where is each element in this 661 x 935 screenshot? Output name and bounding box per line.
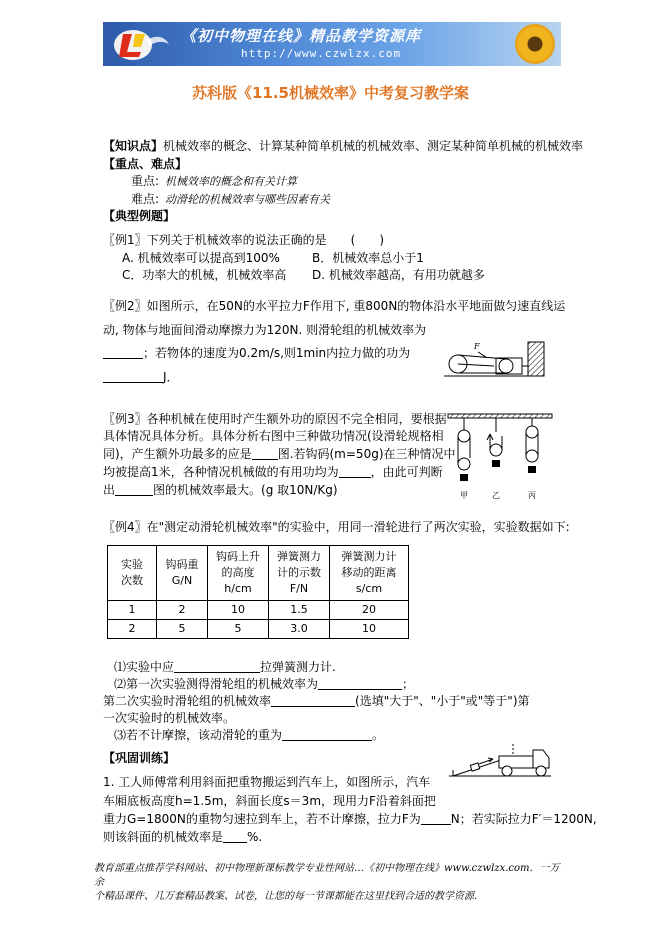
ex3-line-4-b: ，由此可判断 bbox=[370, 465, 443, 479]
ex3-line-3-b: 图.若钩码(m=50g)在三种情况中 bbox=[277, 447, 456, 461]
table-row bbox=[108, 620, 409, 639]
practice-line-3-b: N；若实际拉力F′＝1200N, bbox=[450, 812, 597, 826]
banner-url-link[interactable]: http://www.czwlzx.com bbox=[241, 47, 402, 60]
knowledge-line bbox=[103, 137, 583, 154]
table-cell: 3.0 bbox=[269, 620, 330, 639]
zhong-text: 机械效率的概念和有关计算 bbox=[165, 175, 298, 188]
table-row bbox=[108, 601, 409, 620]
table-cell: 5 bbox=[157, 620, 208, 639]
page-footer bbox=[94, 862, 568, 904]
ex3-line-3-a: 同)，产生额外功最多的应是 bbox=[103, 447, 252, 461]
table-header-cell bbox=[269, 546, 330, 601]
practice-line-2: 车厢底板高度h=1.5m，斜面长度s＝3m，现用力F沿着斜面把 bbox=[103, 794, 436, 808]
ex3-label-bing: 丙 bbox=[528, 491, 536, 500]
ex4-blank-pull-manner[interactable] bbox=[174, 660, 260, 673]
header-text: 次数 bbox=[121, 574, 143, 587]
ex3-line-2: 具体情况具体分析。具体分析右图中三种做功情况(设滑轮规格相 bbox=[103, 429, 444, 443]
footer-line-1: 教育部重点推荐学科网站、初中物理新课标教学专业性网站…《初中物理在线》www.czwlzx.com．一万余 bbox=[94, 863, 560, 888]
ex4-q3 bbox=[114, 726, 384, 743]
table-cell: 20 bbox=[330, 601, 409, 620]
ex3-line-4 bbox=[103, 463, 443, 480]
header-text: 的高度 bbox=[221, 566, 255, 579]
site-logo-icon bbox=[111, 26, 171, 62]
ex3-line-5-b: 图的机械效率最大。(g 取10N/Kg) bbox=[153, 483, 338, 497]
header-text: 钩码重 bbox=[165, 558, 199, 571]
header-banner bbox=[103, 22, 561, 66]
table-header-cell bbox=[108, 546, 157, 601]
header-text: 弹簧测力 bbox=[277, 550, 321, 563]
ex3-line-3 bbox=[103, 445, 456, 462]
ex4-data-table bbox=[107, 545, 409, 639]
table-header-cell bbox=[157, 546, 208, 601]
header-text: 实验 bbox=[121, 558, 143, 571]
ex2-blank-work[interactable] bbox=[103, 370, 163, 383]
ex4-blank-first-efficiency[interactable] bbox=[318, 677, 402, 690]
practice-line-3-a: 重力G=1800N的重物匀速拉到车上，若不计摩擦，拉力F为 bbox=[103, 812, 421, 826]
header-text: s/cm bbox=[355, 582, 383, 595]
ex1-option-d: D. 机械效率越高，有用功就越多 bbox=[312, 268, 485, 282]
banner-title: 《初中物理在线》精品教学资源库 bbox=[181, 27, 422, 45]
ex2-pulley-figure bbox=[440, 336, 548, 382]
header-text: 计的示数 bbox=[277, 566, 321, 579]
ex4-q1-b: 拉弹簧测力计. bbox=[260, 660, 336, 674]
ex3-line-4-a: 均被提高1米，各种情况机械做的有用功均为 bbox=[103, 465, 339, 479]
ex4-q2-line-3: 一次实验时的机械效率。 bbox=[103, 711, 236, 725]
header-text: 弹簧测力计 bbox=[341, 550, 397, 563]
table-cell: 1.5 bbox=[269, 601, 330, 620]
table-cell: 1 bbox=[108, 601, 157, 620]
table-header-cell bbox=[330, 546, 409, 601]
key-points-heading: 【重点、难点】 bbox=[103, 157, 188, 171]
practice-line-4 bbox=[103, 828, 262, 845]
table-cell: 5 bbox=[208, 620, 269, 639]
examples-heading: 【典型例题】 bbox=[103, 209, 176, 223]
knowledge-text: 机械效率的概念、计算某种简单机械的机械效率、测定某种简单机械的机械效率 bbox=[163, 139, 584, 153]
practice-heading: 【巩固训练】 bbox=[103, 751, 176, 765]
practice-blank-force[interactable] bbox=[421, 812, 451, 825]
practice-line-3 bbox=[103, 810, 597, 827]
ex1-stem: 〖例1〗下列关于机械效率的说法正确的是 ( ) bbox=[103, 233, 385, 247]
table-header-cell bbox=[208, 546, 269, 601]
ex2-fig-label-f: F bbox=[474, 342, 480, 351]
ex4-blank-compare[interactable] bbox=[271, 694, 355, 707]
ex3-label-yi: 乙 bbox=[492, 491, 500, 500]
practice-line-4-a: 则该斜面的机械效率是 bbox=[103, 830, 224, 844]
header-text: h/cm bbox=[224, 582, 252, 595]
header-text: G/N bbox=[171, 574, 193, 587]
practice-ramp-truck-figure bbox=[447, 740, 555, 782]
ex3-line-1: 〖例3〗各种机械在使用时产生额外功的原因不完全相同，要根据 bbox=[103, 412, 447, 426]
ex4-q2-line-1 bbox=[114, 675, 414, 692]
table-cell: 10 bbox=[330, 620, 409, 639]
header-text: 钩码上升 bbox=[216, 550, 260, 563]
ex3-label-jia: 甲 bbox=[460, 491, 468, 500]
ex3-line-5-a: 出 bbox=[103, 483, 116, 497]
header-text: 移动的距离 bbox=[341, 566, 397, 579]
table-header-row bbox=[108, 546, 409, 601]
ex4-blank-pulley-weight[interactable] bbox=[282, 728, 372, 741]
practice-blank-efficiency[interactable] bbox=[223, 830, 247, 843]
knowledge-tag: 【知识点】 bbox=[103, 139, 164, 153]
table-cell: 2 bbox=[108, 620, 157, 639]
ex2-line-3-text: ；若物体的速度为0.2m/s,则1min内拉力做的功为 bbox=[143, 346, 411, 360]
ex3-line-5 bbox=[103, 481, 338, 498]
zhong-line bbox=[131, 172, 297, 189]
page-title: 苏科版《11.5机械效率》中考复习教学案 bbox=[191, 84, 469, 102]
footer-line-2: 个精品课件、几万套精品教案、试卷，让您的每一节课都能在这里找到合适的教学资源. bbox=[94, 891, 478, 902]
ex2-line-3 bbox=[103, 344, 410, 361]
ex2-line-4 bbox=[103, 368, 179, 385]
ex3-three-pulleys-figure bbox=[446, 410, 556, 502]
ex3-blank-useful-work[interactable] bbox=[339, 465, 371, 478]
ex4-q3-a: ⑶若不计摩擦，该动滑轮的重为 bbox=[114, 728, 283, 742]
practice-line-1: 1. 工人师傅常利用斜面把重物搬运到汽车上，如图所示，汽车 bbox=[103, 775, 431, 789]
ex4-q2-a: ⑵第一次实验测得滑轮组的机械效率为 bbox=[114, 677, 319, 691]
ex4-q2-line-2 bbox=[103, 692, 530, 709]
ex4-q1-a: ⑴实验中应 bbox=[114, 660, 175, 674]
ex1-option-a: A. 机械效率可以提高到100% bbox=[122, 251, 280, 265]
ex1-option-b: B．机械效率总小于1 bbox=[312, 251, 424, 265]
ex2-line-4-text: J． bbox=[163, 370, 179, 384]
ex4-q2-c: 第二次实验时滑轮组的机械效率 bbox=[103, 694, 272, 708]
practice-line-4-b: %. bbox=[247, 830, 263, 844]
nan-label: 难点: bbox=[131, 192, 160, 206]
ex4-q2-b: ； bbox=[402, 677, 415, 691]
nan-text: 动滑轮的机械效率与哪些因素有关 bbox=[165, 193, 331, 206]
ex1-option-c: C．功率大的机械，机械效率高 bbox=[122, 268, 287, 282]
ex4-q3-b: 。 bbox=[372, 728, 385, 742]
ex2-line-2: 动, 物体与地面间滑动摩擦力为120N. 则滑轮组的机械效率为 bbox=[103, 323, 427, 337]
ex3-blank-most-extra[interactable] bbox=[252, 447, 278, 460]
header-text: F/N bbox=[289, 582, 309, 595]
ex3-blank-max-efficiency[interactable] bbox=[115, 483, 153, 496]
sunflower-icon bbox=[515, 24, 555, 64]
ex2-line-1: 〖例2〗如图所示，在50N的水平拉力F作用下, 重800N的物体沿水平地面做匀速直线运 bbox=[103, 299, 566, 313]
ex4-q1 bbox=[114, 658, 336, 675]
zhong-label: 重点: bbox=[131, 174, 160, 188]
ex2-blank-efficiency[interactable] bbox=[103, 346, 143, 359]
ex4-stem: 〖例4〗在"测定动滑轮机械效率"的实验中，用同一滑轮进行了两次实验，实验数据如下: bbox=[103, 520, 570, 534]
nan-line bbox=[131, 190, 330, 207]
table-cell: 10 bbox=[208, 601, 269, 620]
ex4-q2-d: (选填"大于"、"小于"或"等于")第 bbox=[355, 694, 530, 708]
table-cell: 2 bbox=[157, 601, 208, 620]
